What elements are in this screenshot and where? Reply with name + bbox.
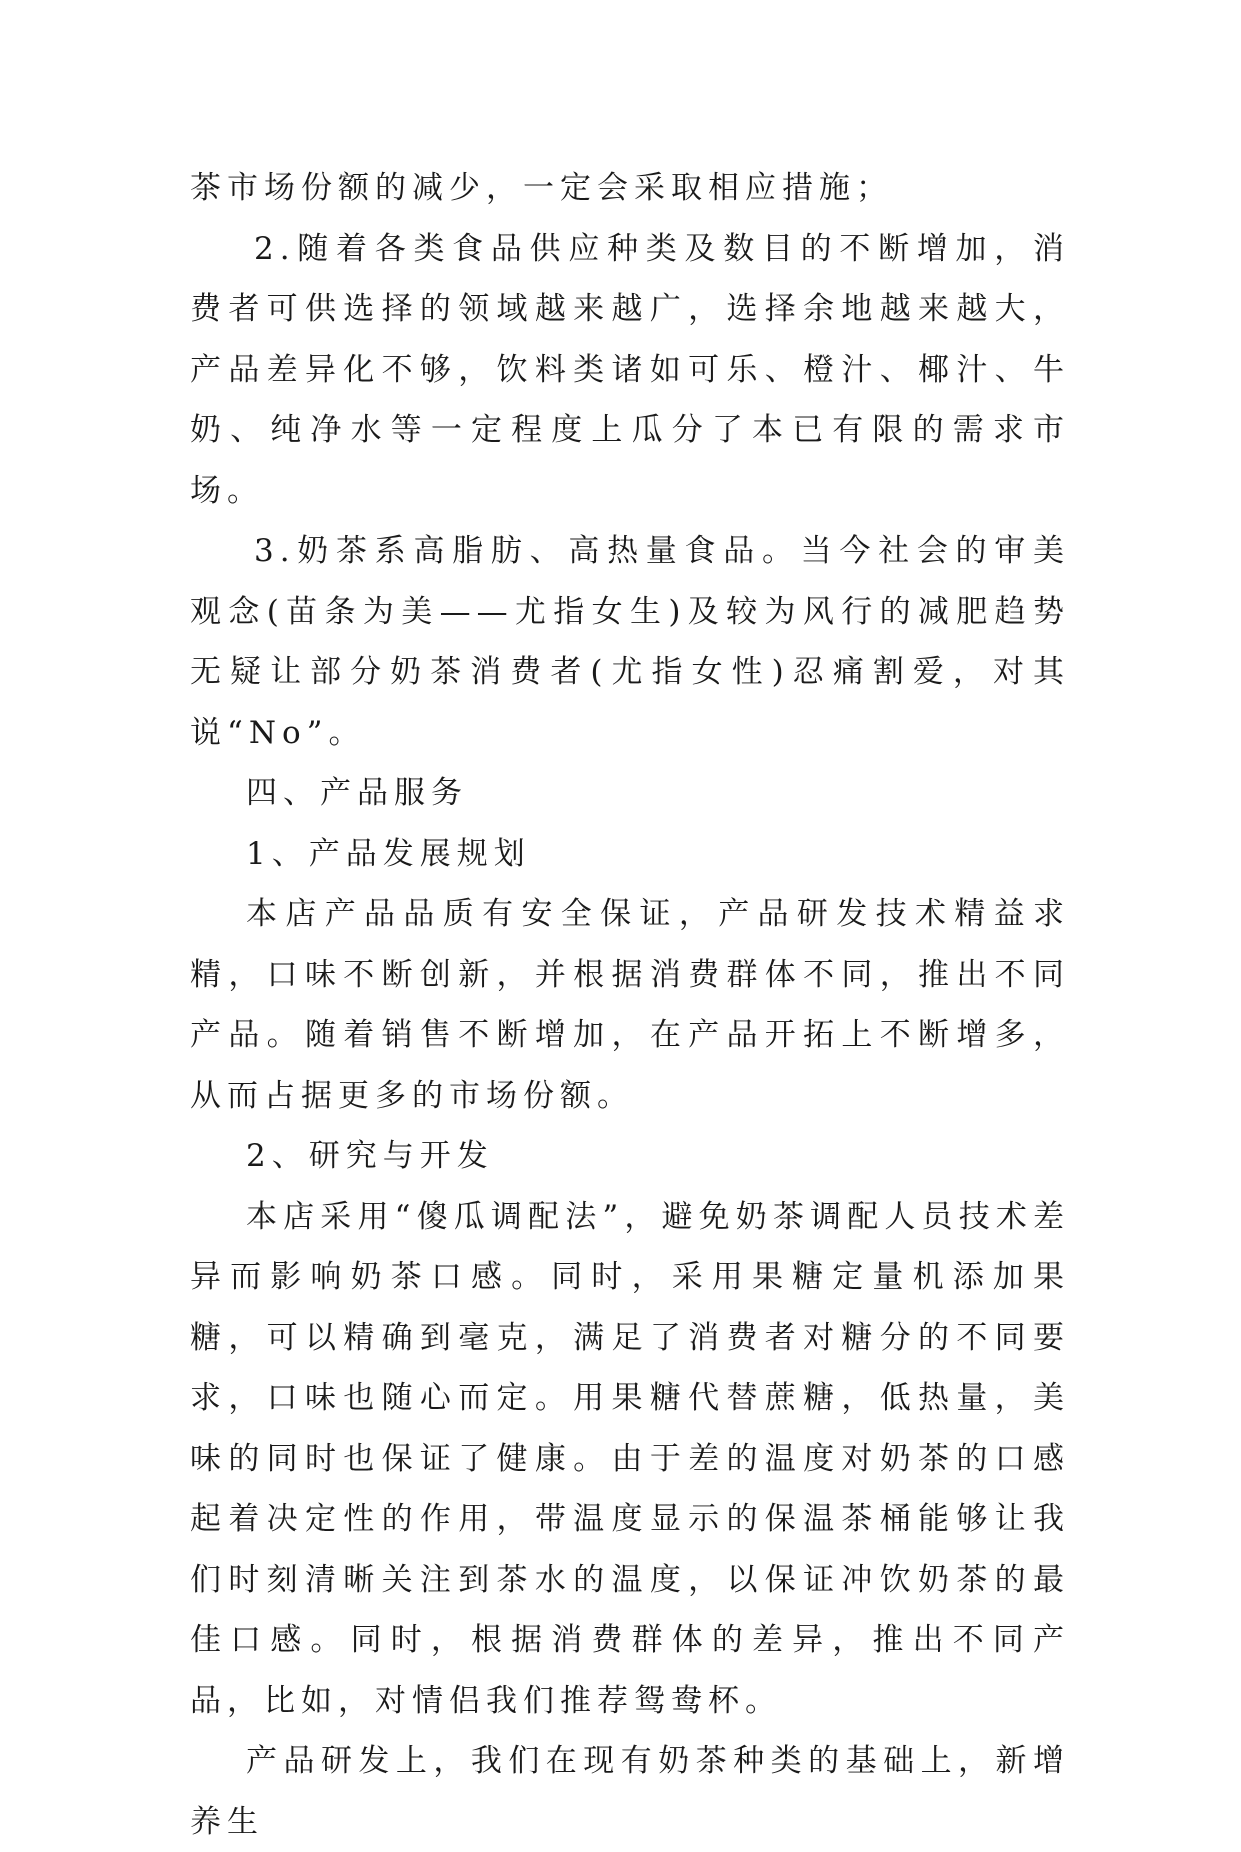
subsection-heading-research: 2、研究与开发	[246, 1138, 494, 1174]
subsection-heading-development-plan: 1、产品发展规划	[246, 835, 531, 872]
paragraph-point-3: 3.奶茶系高脂肪、高热量食品。当今社会的审美观念(苗条为美——尤指女生)及较为风行的减肥趋势无疑让部分奶茶消费者(尤指女性)忍痛割爱，对其说“No”。	[190, 533, 1070, 751]
paragraph-point-2: 2.随着各类食品供应种类及数目的不断增加，消费者可供选择的领域越来越广，选择余地越来越大，产品差异化不够，饮料类诸如可乐、橙汁、椰汁、牛奶、纯净水等一定程度上瓜分了本已有限的需求市场。	[190, 230, 1070, 509]
section-heading-product-service: 四、产品服务	[246, 775, 468, 811]
paragraph-product-development: 产品研发上，我们在现有奶茶种类的基础上，新增养生	[190, 1743, 1070, 1840]
paragraph-continuation: 茶市场份额的减少，一定会采取相应措施；	[190, 170, 893, 206]
paragraph-development-plan: 本店产品品质有安全保证，产品研发技术精益求精，口味不断创新，并根据消费群体不同，推出不同产品。随着销售不断增加，在产品开拓上不断增多，从而占据更多的市场份额。	[190, 896, 1070, 1114]
document-body	[190, 158, 1070, 1852]
paragraph-research: 本店采用“傻瓜调配法”，避免奶茶调配人员技术差异而影响奶茶口感。同时，采用果糖定量机添加果糖，可以精确到毫克，满足了消费者对糖分的不同要求，口味也随心而定。用果糖代替蔗糖，低热量，美味的同时也保证了健康。由于差的温度对奶茶的口感起着决定性的作用，带温度显示的保温茶桶能够让我们时刻清晰关注到茶水的温度，以保证冲饮奶茶的最佳口感。同时，根据消费群体的差异，推出不同产品，比如，对情侣我们推荐鸳鸯杯。	[190, 1198, 1070, 1719]
